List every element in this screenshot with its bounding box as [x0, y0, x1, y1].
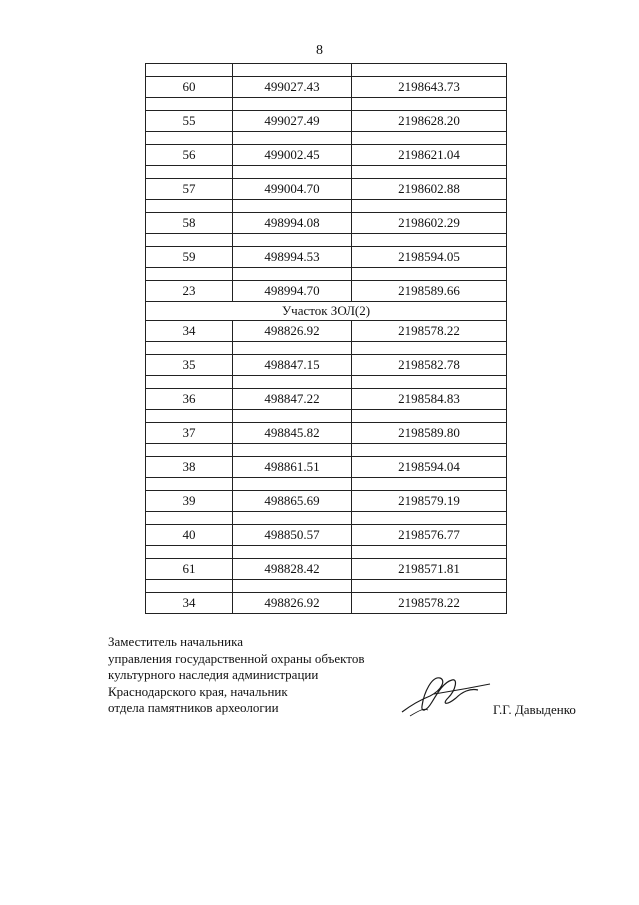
empty-cell	[233, 512, 352, 525]
spacer-row	[146, 342, 507, 355]
empty-cell	[352, 410, 507, 423]
point-number-cell: 39	[146, 491, 233, 512]
empty-cell	[146, 444, 233, 457]
empty-cell	[352, 166, 507, 179]
x-coordinate-cell: 499027.43	[233, 77, 352, 98]
empty-cell	[146, 234, 233, 247]
point-number-cell: 34	[146, 593, 233, 614]
x-coordinate-cell: 498826.92	[233, 593, 352, 614]
spacer-row	[146, 376, 507, 389]
page-number: 8	[316, 43, 323, 58]
y-coordinate-cell: 2198602.88	[352, 179, 507, 200]
table-row	[146, 491, 507, 512]
empty-cell	[146, 512, 233, 525]
spacer-row	[146, 580, 507, 593]
empty-cell	[146, 546, 233, 559]
y-coordinate-cell: 2198582.78	[352, 355, 507, 376]
point-number-cell: 57	[146, 179, 233, 200]
x-coordinate-cell: 499002.45	[233, 145, 352, 166]
x-coordinate-cell: 498847.22	[233, 389, 352, 410]
empty-cell	[233, 478, 352, 491]
table-row	[146, 77, 507, 98]
spacer-row	[146, 444, 507, 457]
table-row	[146, 593, 507, 614]
empty-cell	[146, 268, 233, 281]
empty-cell	[146, 410, 233, 423]
x-coordinate-cell: 498994.08	[233, 213, 352, 234]
spacer-row	[146, 546, 507, 559]
point-number-cell: 59	[146, 247, 233, 268]
empty-cell	[352, 200, 507, 213]
y-coordinate-cell: 2198571.81	[352, 559, 507, 580]
x-coordinate-cell: 498994.70	[233, 281, 352, 302]
signature-block	[108, 634, 364, 717]
x-coordinate-cell: 499004.70	[233, 179, 352, 200]
point-number-cell: 40	[146, 525, 233, 546]
table-row	[146, 355, 507, 376]
empty-cell	[352, 234, 507, 247]
empty-cell	[146, 342, 233, 355]
empty-cell	[233, 132, 352, 145]
y-coordinate-cell: 2198589.66	[352, 281, 507, 302]
empty-cell	[352, 478, 507, 491]
empty-cell	[352, 268, 507, 281]
point-number-cell: 56	[146, 145, 233, 166]
point-number-cell: 35	[146, 355, 233, 376]
empty-cell	[146, 580, 233, 593]
point-number-cell: 36	[146, 389, 233, 410]
empty-cell	[233, 546, 352, 559]
y-coordinate-cell: 2198602.29	[352, 213, 507, 234]
empty-cell	[146, 478, 233, 491]
x-coordinate-cell: 498850.57	[233, 525, 352, 546]
spacer-row	[146, 200, 507, 213]
empty-cell	[146, 166, 233, 179]
spacer-row	[146, 64, 507, 77]
signer-name: Г.Г. Давыденко	[493, 702, 576, 717]
x-coordinate-cell: 498847.15	[233, 355, 352, 376]
y-coordinate-cell: 2198643.73	[352, 77, 507, 98]
empty-cell	[352, 342, 507, 355]
x-coordinate-cell: 499027.49	[233, 111, 352, 132]
spacer-row	[146, 234, 507, 247]
empty-cell	[233, 342, 352, 355]
y-coordinate-cell: 2198628.20	[352, 111, 507, 132]
y-coordinate-cell: 2198578.22	[352, 593, 507, 614]
empty-cell	[146, 132, 233, 145]
empty-cell	[352, 132, 507, 145]
position-line-5: отдела памятников археологии	[108, 700, 279, 715]
y-coordinate-cell: 2198576.77	[352, 525, 507, 546]
point-number-cell: 34	[146, 321, 233, 342]
table-row	[146, 179, 507, 200]
empty-cell	[233, 580, 352, 593]
x-coordinate-cell: 498994.53	[233, 247, 352, 268]
y-coordinate-cell: 2198579.19	[352, 491, 507, 512]
x-coordinate-cell: 498828.42	[233, 559, 352, 580]
table-row	[146, 423, 507, 444]
point-number-cell: 61	[146, 559, 233, 580]
point-number-cell: 23	[146, 281, 233, 302]
empty-cell	[352, 546, 507, 559]
empty-cell	[146, 64, 233, 77]
empty-cell	[352, 376, 507, 389]
y-coordinate-cell: 2198594.04	[352, 457, 507, 478]
table-row	[146, 525, 507, 546]
table-row	[146, 145, 507, 166]
empty-cell	[352, 512, 507, 525]
y-coordinate-cell: 2198584.83	[352, 389, 507, 410]
empty-cell	[233, 64, 352, 77]
point-number-cell: 58	[146, 213, 233, 234]
table-row	[146, 213, 507, 234]
x-coordinate-cell: 498826.92	[233, 321, 352, 342]
position-line-1: Заместитель начальника	[108, 634, 243, 649]
y-coordinate-cell: 2198621.04	[352, 145, 507, 166]
point-number-cell: 55	[146, 111, 233, 132]
y-coordinate-cell: 2198594.05	[352, 247, 507, 268]
spacer-row	[146, 98, 507, 111]
point-number-cell: 38	[146, 457, 233, 478]
empty-cell	[146, 200, 233, 213]
point-number-cell: 37	[146, 423, 233, 444]
y-coordinate-cell: 2198589.80	[352, 423, 507, 444]
x-coordinate-cell: 498861.51	[233, 457, 352, 478]
x-coordinate-cell: 498845.82	[233, 423, 352, 444]
handwritten-signature	[400, 672, 495, 720]
section-header-row	[146, 302, 507, 321]
coordinates-table	[145, 63, 507, 614]
empty-cell	[233, 166, 352, 179]
empty-cell	[233, 200, 352, 213]
spacer-row	[146, 512, 507, 525]
table-row	[146, 281, 507, 302]
position-line-2: управления государственной охраны объектов	[108, 650, 365, 666]
spacer-row	[146, 268, 507, 281]
table-row	[146, 389, 507, 410]
empty-cell	[233, 410, 352, 423]
empty-cell	[233, 376, 352, 389]
empty-cell	[233, 268, 352, 281]
point-number-cell: 60	[146, 77, 233, 98]
spacer-row	[146, 478, 507, 491]
spacer-row	[146, 410, 507, 423]
spacer-row	[146, 132, 507, 145]
empty-cell	[146, 98, 233, 111]
table-row	[146, 559, 507, 580]
table-row	[146, 111, 507, 132]
empty-cell	[233, 444, 352, 457]
spacer-row	[146, 166, 507, 179]
empty-cell	[146, 376, 233, 389]
empty-cell	[233, 234, 352, 247]
position-line-4: Краснодарского края, начальник	[108, 683, 288, 699]
y-coordinate-cell: 2198578.22	[352, 321, 507, 342]
empty-cell	[352, 580, 507, 593]
table-row	[146, 247, 507, 268]
empty-cell	[233, 98, 352, 111]
position-line-3: культурного наследия администрации	[108, 667, 319, 682]
x-coordinate-cell: 498865.69	[233, 491, 352, 512]
section-label: Участок ЗОЛ(2)	[146, 302, 507, 321]
table-row	[146, 457, 507, 478]
table-row	[146, 321, 507, 342]
empty-cell	[352, 64, 507, 77]
empty-cell	[352, 98, 507, 111]
empty-cell	[352, 444, 507, 457]
